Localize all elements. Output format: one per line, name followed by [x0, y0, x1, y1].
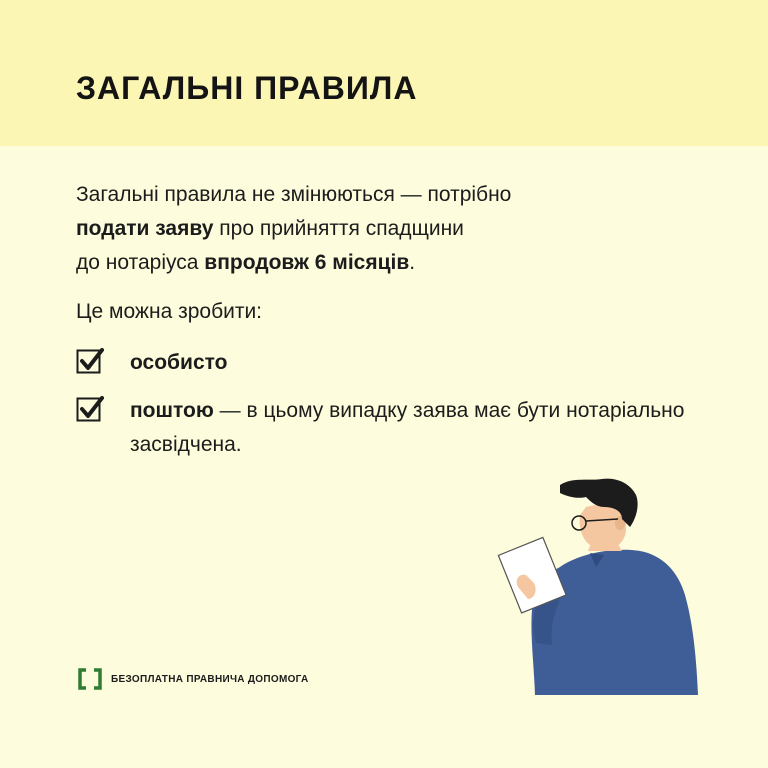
option-item-personally	[76, 346, 227, 380]
checkbox-check-icon	[76, 346, 104, 374]
option-text	[130, 394, 690, 462]
intro-part3: до нотаріуса	[76, 251, 205, 274]
brand-name: БЕЗОПЛАТНА ПРАВНИЧА ДОПОМОГА	[111, 673, 309, 685]
header-band	[0, 0, 768, 146]
intro-part4: .	[409, 251, 416, 274]
intro-block	[76, 178, 716, 280]
person-reading-illustration	[490, 475, 705, 695]
option-text	[130, 346, 227, 380]
intro-part1: Загальні правила не змінюються — потрібно	[76, 183, 512, 206]
option-bold: особисто	[130, 351, 228, 374]
intro-paragraph	[76, 178, 716, 280]
checkbox-check-icon	[76, 394, 104, 422]
page-title: ЗАГАЛЬНІ ПРАВИЛА	[76, 70, 418, 106]
brand-bracket-icon	[77, 668, 103, 690]
option-bold: поштою	[130, 399, 214, 422]
brand-logo	[77, 668, 309, 690]
option-rest: — в цьому випадку заява має бути нотаріально засвідчена.	[130, 399, 685, 456]
intro-part2: про прийняття спадщини	[213, 217, 464, 240]
lead-text: Це можна зробити:	[76, 300, 263, 323]
intro-bold2: впродовж 6 місяців	[204, 251, 410, 274]
intro-bold1: подати заяву	[76, 217, 214, 240]
option-item-post	[76, 394, 690, 462]
